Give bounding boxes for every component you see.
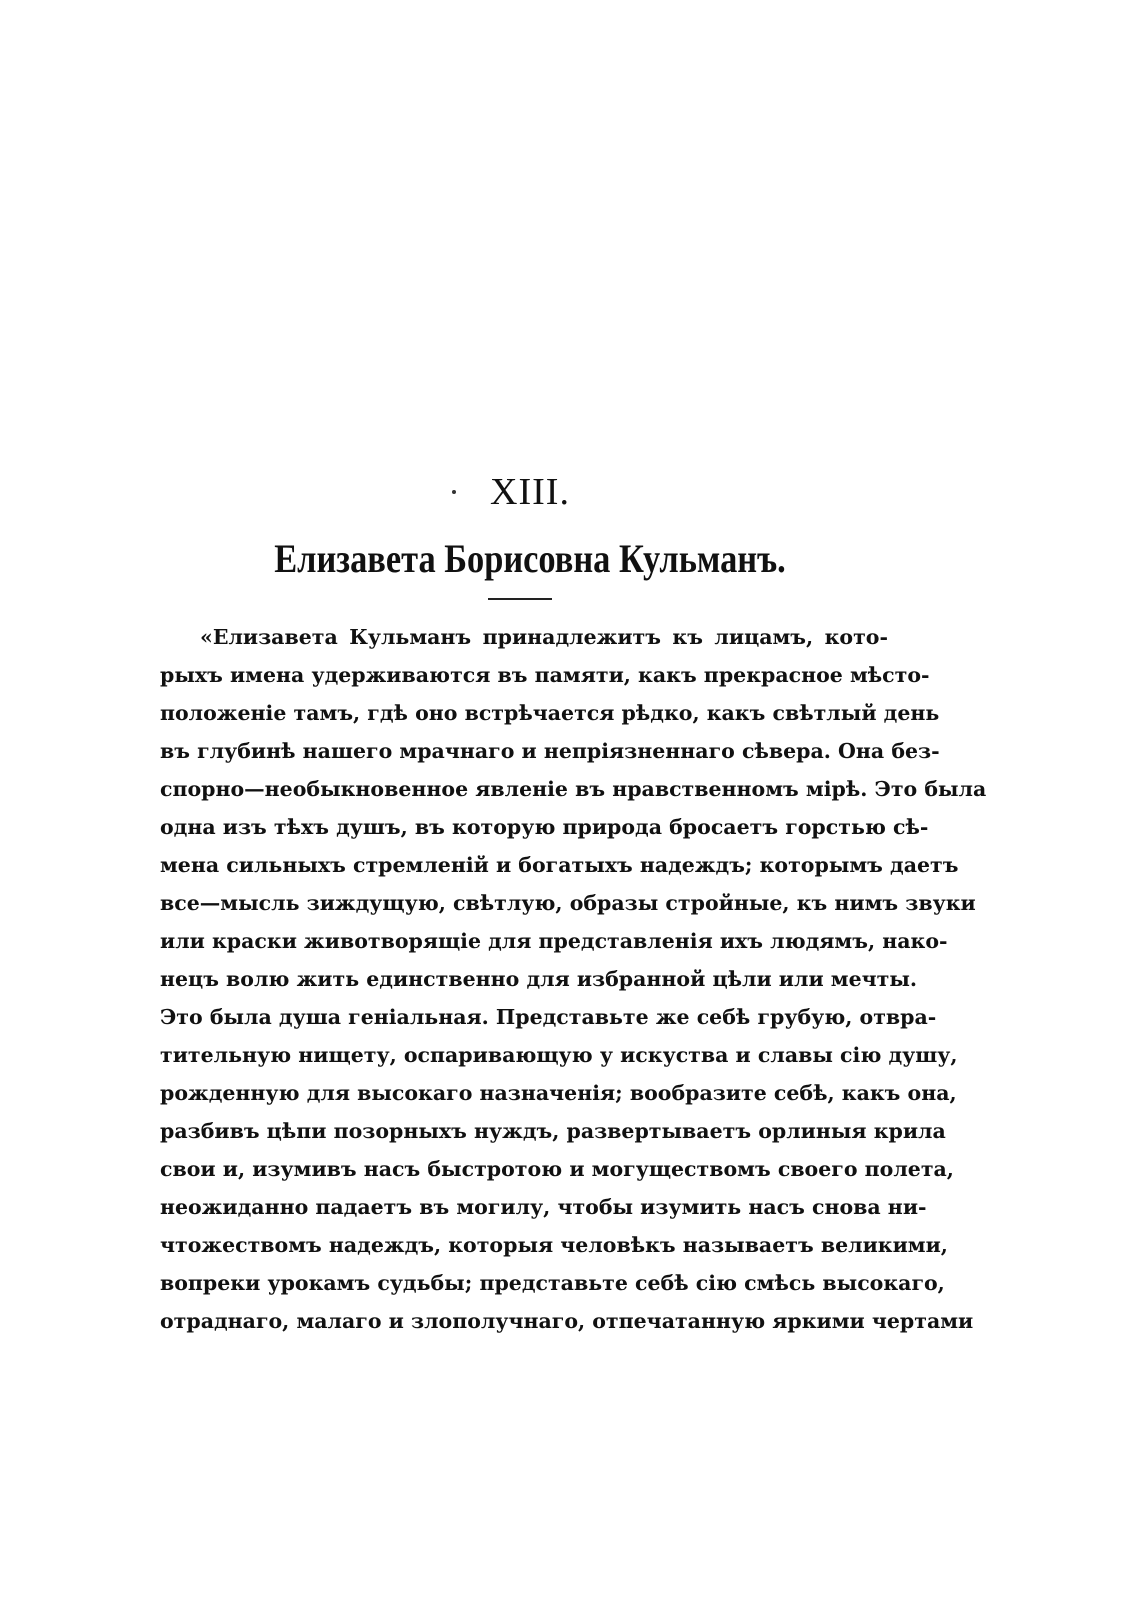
text-line: тительную нищету, оспаривающую у искуства и славы сію душу,: [160, 1043, 958, 1067]
text-line: рожденную для высокаго назначенія; вообразите себѣ, какъ она,: [160, 1081, 957, 1105]
text-line: «Елизавета Кульманъ принадлежитъ къ лицамъ, кото-: [200, 625, 888, 649]
chapter-title: Елизавета Борисовна Кульманъ.: [274, 536, 786, 581]
text-line: рыхъ имена удерживаются въ памяти, какъ прекрасное мѣсто-: [160, 663, 930, 687]
text-line: одна изъ тѣхъ душъ, въ которую природа бросаетъ горстью сѣ-: [160, 815, 929, 839]
title-rule: [488, 598, 552, 600]
text-line: спорно—необыкновенное явленіе въ нравственномъ мірѣ. Это была: [160, 777, 987, 801]
text-line: нецъ волю жить единственно для избранной цѣли или мечты.: [160, 967, 918, 991]
body-text: [160, 618, 987, 1340]
text-line: положеніе тамъ, гдѣ оно встрѣчается рѣдко, какъ свѣтлый день: [160, 701, 940, 725]
text-line: въ глубинѣ нашего мрачнаго и непріязненнаго сѣвера. Она без-: [160, 739, 940, 763]
text-line: чтожествомъ надеждъ, которыя человѣкъ называетъ великими,: [160, 1233, 948, 1257]
text-line: или краски животворящіе для представленія ихъ людямъ, нако-: [160, 929, 948, 953]
chapter-number: XIII.: [490, 471, 570, 513]
text-line: свои и, изумивъ насъ быстротою и могуществомъ своего полета,: [160, 1157, 954, 1181]
text-line: неожиданно падаетъ въ могилу, чтобы изумить насъ снова ни-: [160, 1195, 927, 1219]
text-line: мена сильныхъ стремленій и богатыхъ надеждъ; которымъ даетъ: [160, 853, 959, 877]
text-line: разбивъ цѣпи позорныхъ нуждъ, развертываетъ орлиныя крила: [160, 1119, 946, 1143]
text-line: вопреки урокамъ судьбы; представьте себѣ сію смѣсь высокаго,: [160, 1271, 945, 1295]
text-line: все—мысль зиждущую, свѣтлую, образы стройные, къ нимъ звуки: [160, 891, 976, 915]
text-line: Это была душа геніальная. Представьте же себѣ грубую, отвра-: [160, 1005, 937, 1029]
text-line: отраднаго, малаго и злополучнаго, отпечатанную яркими чертами: [160, 1309, 974, 1333]
